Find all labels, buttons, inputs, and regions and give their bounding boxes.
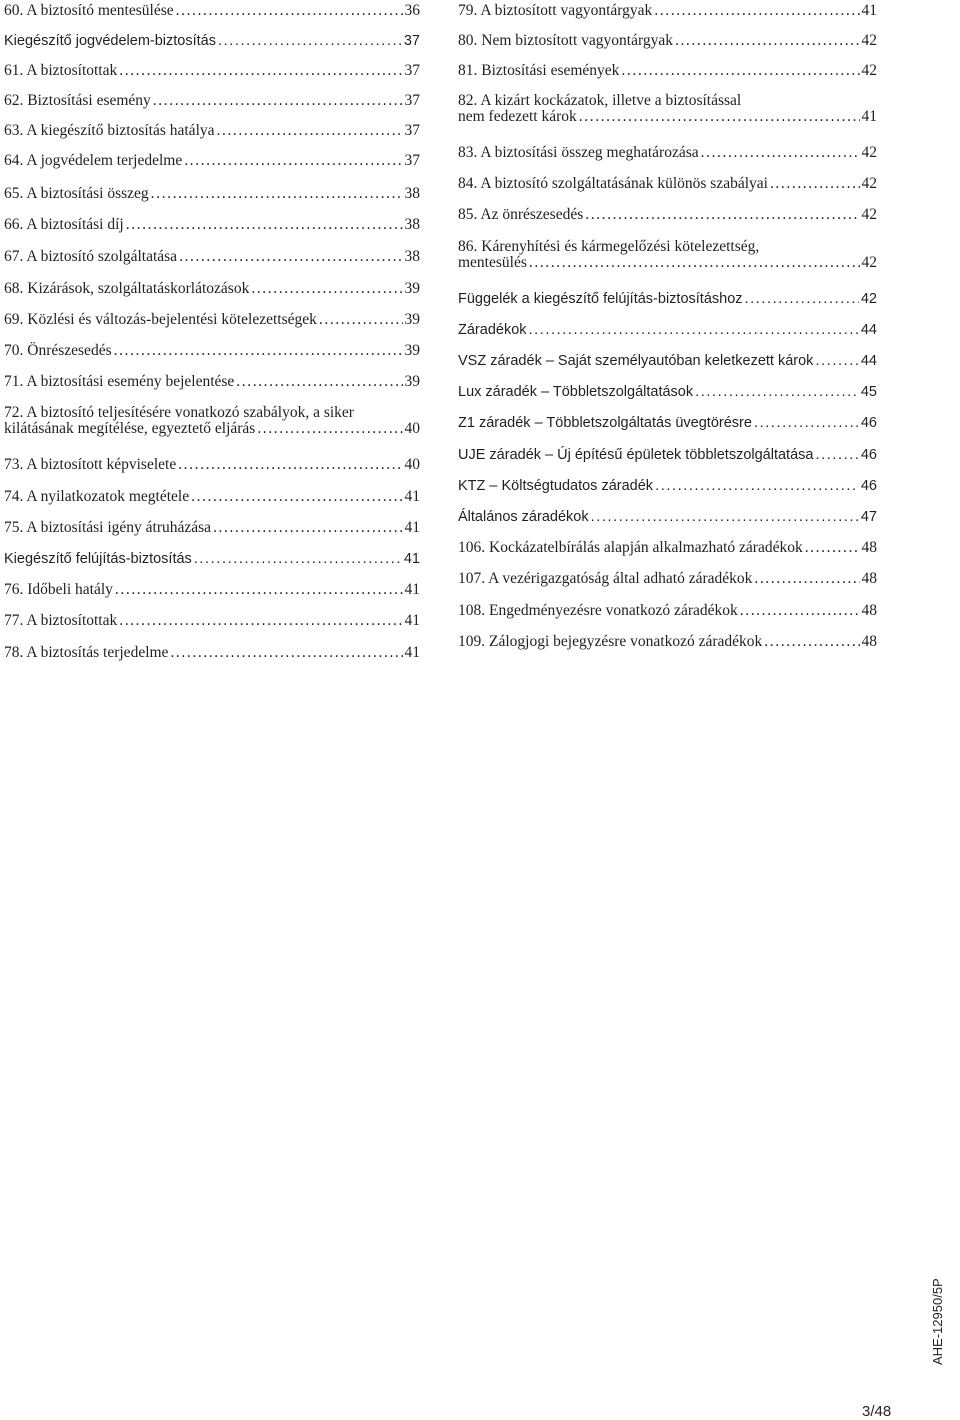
toc-entry-title: mentesülés [458, 254, 527, 271]
toc-entry [458, 322, 877, 338]
toc-entry [458, 63, 877, 79]
toc-entry [458, 634, 877, 650]
dot-leader [591, 509, 859, 525]
toc-entry-page: 48 [861, 633, 877, 650]
toc-entry-page: 36 [404, 2, 420, 19]
toc-entry [458, 384, 877, 400]
toc-entry-page: 42 [861, 254, 877, 271]
dot-leader [184, 153, 402, 169]
toc-entry-title: 80. Nem biztosított vagyontárgyak [458, 32, 673, 49]
toc-entry-title: 71. A biztosítási esemény bejelentése [4, 373, 235, 390]
toc-entry-title: 85. Az önrészesedés [458, 206, 584, 223]
dot-leader [805, 540, 860, 556]
toc-entry-page: 39 [404, 311, 420, 328]
toc-entry [4, 93, 420, 109]
toc-entry-page: 37 [404, 62, 420, 79]
toc-entry [4, 645, 420, 661]
toc-entry-page: 39 [404, 280, 420, 297]
dot-leader [754, 415, 859, 431]
dot-leader [153, 93, 403, 109]
toc-entry-title: Kiegészítő felújítás-biztosítás [4, 551, 192, 567]
toc-entry-page: 41 [861, 108, 877, 125]
toc-entry [4, 374, 420, 390]
toc-entry-page: 41 [861, 2, 877, 19]
toc-entry [458, 291, 877, 307]
toc-entry-page: 45 [860, 384, 877, 400]
toc-entry [458, 33, 877, 49]
toc-entry-title: 60. A biztosító mentesülése [4, 2, 174, 19]
dot-leader [170, 645, 402, 661]
dot-leader [815, 353, 858, 369]
dot-leader [585, 207, 859, 223]
dot-leader [745, 291, 859, 307]
toc-entry-title: 67. A biztosító szolgáltatása [4, 248, 178, 265]
dot-leader [695, 384, 859, 400]
dot-leader [815, 447, 858, 463]
dot-leader [178, 457, 402, 473]
dot-leader [529, 322, 859, 338]
toc-entry-title: nem fedezett károk [458, 108, 577, 125]
toc-entry-page: 47 [860, 509, 877, 525]
toc-entry-title: 68. Kizárások, szolgáltatáskorlátozások [4, 280, 250, 297]
toc-entry-title: 66. A biztosítási díj [4, 216, 124, 233]
toc-entry [4, 186, 420, 202]
toc-entry-page: 41 [404, 488, 420, 505]
dot-leader [654, 3, 859, 19]
toc-entry [4, 63, 420, 79]
toc-entry-title: 63. A kiegészítő biztosítás hatálya [4, 122, 215, 139]
dot-leader [675, 33, 860, 49]
dot-leader [251, 281, 402, 297]
toc-entry-title: VSZ záradék – Saját személyautóban keletkezett károk [458, 353, 814, 369]
toc-entry [458, 603, 877, 619]
toc-entry-page: 38 [404, 185, 420, 202]
toc-entry-page: 46 [860, 447, 877, 463]
toc-entry [458, 239, 877, 271]
toc-entry [4, 217, 420, 233]
toc-entry [458, 93, 877, 125]
toc-entry [4, 123, 420, 139]
dot-leader [770, 176, 860, 192]
toc-entry-page: 38 [404, 216, 420, 233]
dot-leader [764, 634, 859, 650]
dot-leader [194, 551, 402, 567]
dot-leader [126, 217, 403, 233]
toc-entry [4, 249, 420, 265]
toc-entry [458, 176, 877, 192]
dot-leader [701, 145, 860, 161]
toc-entry-title: 62. Biztosítási esemény [4, 92, 151, 109]
dot-leader [529, 255, 860, 271]
toc-entry-title: Általános záradékok [458, 509, 589, 525]
toc-entry [4, 489, 420, 505]
toc-entry [4, 343, 420, 359]
dot-leader [579, 109, 860, 125]
toc-entry-title: 73. A biztosított képviselete [4, 456, 177, 473]
toc-entry-page: 44 [860, 322, 877, 338]
toc-entry [4, 457, 420, 473]
toc-entry-page: 46 [860, 415, 877, 431]
dot-leader [119, 613, 402, 629]
dot-leader [740, 603, 860, 619]
toc-entry-page: 42 [861, 32, 877, 49]
toc-entry-page: 48 [861, 570, 877, 587]
toc-entry-title-line: 82. A kizárt kockázatok, illetve a biztosítással [458, 92, 742, 109]
toc-entry-page: 39 [404, 342, 420, 359]
dot-leader [119, 63, 402, 79]
toc-entry-page: 41 [403, 551, 420, 567]
toc-entry-title: 61. A biztosítottak [4, 62, 118, 79]
toc-entry-page: 42 [861, 144, 877, 161]
toc-entry-title: 65. A biztosítási összeg [4, 185, 149, 202]
toc-entry-page: 41 [404, 612, 420, 629]
dot-leader [257, 421, 402, 437]
toc-entry-title: 106. Kockázatelbírálás alapján alkalmazható záradékok [458, 539, 803, 556]
toc-entry [4, 551, 420, 567]
toc-entry [458, 509, 877, 525]
toc-entry-page: 40 [404, 420, 420, 437]
toc-entry-title: 109. Zálogjogi bejegyzésre vonatkozó záradékok [458, 633, 763, 650]
dot-leader [151, 186, 403, 202]
toc-entry-page: 37 [403, 33, 420, 49]
toc-entry [458, 415, 877, 431]
toc-entry-title: 70. Önrészesedés [4, 342, 112, 359]
toc-entry-title: 76. Időbeli hatály [4, 581, 113, 598]
toc-entry [458, 353, 877, 369]
toc-entry-page: 48 [861, 602, 877, 619]
toc-entry-page: 42 [861, 62, 877, 79]
toc-entry [4, 153, 420, 169]
dot-leader [114, 343, 403, 359]
toc-entry [4, 312, 420, 328]
toc-entry [458, 3, 877, 19]
toc-entry-title: kilátásának megítélése, egyeztető eljárás [4, 420, 256, 437]
toc-entry [4, 405, 420, 437]
toc-entry-page: 42 [860, 291, 877, 307]
toc-entry-title: Záradékok [458, 322, 527, 338]
toc-entry [458, 207, 877, 223]
toc-entry-title: 75. A biztosítási igény átruházása [4, 519, 212, 536]
toc-entry-title: 69. Közlési és változás-bejelentési kötelezettségek [4, 311, 317, 328]
toc-entry [4, 582, 420, 598]
dot-leader [217, 123, 403, 139]
dot-leader [213, 520, 402, 536]
dot-leader [218, 33, 402, 49]
toc-entry [4, 281, 420, 297]
toc-entry-page: 37 [404, 92, 420, 109]
toc-entry-page: 48 [861, 539, 877, 556]
toc-entry-title: 81. Biztosítási események [458, 62, 620, 79]
toc-entry-page: 37 [404, 122, 420, 139]
toc-entry-title: 78. A biztosítás terjedelme [4, 644, 169, 661]
toc-entry-page: 40 [404, 456, 420, 473]
toc-entry [458, 145, 877, 161]
dot-leader [236, 374, 402, 390]
toc-entry-page: 38 [404, 248, 420, 265]
toc-entry-title: 107. A vezérigazgatóság által adható záradékok [458, 570, 753, 587]
toc-entry [4, 613, 420, 629]
toc-entry-title: Z1 záradék – Többletszolgáltatás üvegtörésre [458, 415, 752, 431]
dot-leader [115, 582, 403, 598]
toc-entry-page: 39 [404, 373, 420, 390]
toc-entry-page: 41 [404, 519, 420, 536]
toc-entry-title: 79. A biztosított vagyontárgyak [458, 2, 653, 19]
toc-entry-title: 84. A biztosító szolgáltatásának különös szabályai [458, 175, 768, 192]
toc-entry-title: 77. A biztosítottak [4, 612, 118, 629]
toc-entry-title: 74. A nyilatkozatok megtétele [4, 488, 190, 505]
toc-entry [4, 3, 420, 19]
toc-entry-title: 64. A jogvédelem terjedelme [4, 152, 183, 169]
dot-leader [655, 478, 859, 494]
toc-entry-title: Lux záradék – Többletszolgáltatások [458, 384, 694, 400]
dot-leader [176, 3, 403, 19]
toc-entry-title-line: 86. Kárenyhítési és kármegelőzési kötelezettség, [458, 238, 760, 255]
toc-entry-page: 42 [861, 206, 877, 223]
toc-entry-title: Függelék a kiegészítő felújítás-biztosításhoz [458, 291, 743, 307]
toc-entry [4, 33, 420, 49]
toc-entry-page: 42 [861, 175, 877, 192]
toc-entry-title-line: 72. A biztosító teljesítésére vonatkozó szabályok, a siker [4, 404, 354, 421]
dot-leader [754, 571, 859, 587]
toc-entry-page: 37 [404, 152, 420, 169]
toc-entry-title: UJE záradék – Új építésű épületek többletszolgáltatása [458, 447, 814, 463]
document-code: AHE-12950/5P [930, 1278, 945, 1365]
toc-entry [4, 520, 420, 536]
toc-entry-title: Kiegészítő jogvédelem-biztosítás [4, 33, 216, 49]
toc-entry-title: 83. A biztosítási összeg meghatározása [458, 144, 699, 161]
dot-leader [621, 63, 859, 79]
toc-entry [458, 478, 877, 494]
toc-entry-page: 46 [860, 478, 877, 494]
dot-leader [191, 489, 402, 505]
toc-entry-title: KTZ – Költségtudatos záradék [458, 478, 654, 494]
toc-entry [458, 447, 877, 463]
toc-entry [458, 571, 877, 587]
toc-entry-page: 44 [860, 353, 877, 369]
toc-entry-page: 41 [404, 644, 420, 661]
page-number: 3/48 [862, 1403, 892, 1420]
toc-entry [458, 540, 877, 556]
dot-leader [319, 312, 403, 328]
toc-entry-page: 41 [404, 581, 420, 598]
toc-entry-title: 108. Engedményezésre vonatkozó záradékok [458, 602, 738, 619]
dot-leader [179, 249, 402, 265]
